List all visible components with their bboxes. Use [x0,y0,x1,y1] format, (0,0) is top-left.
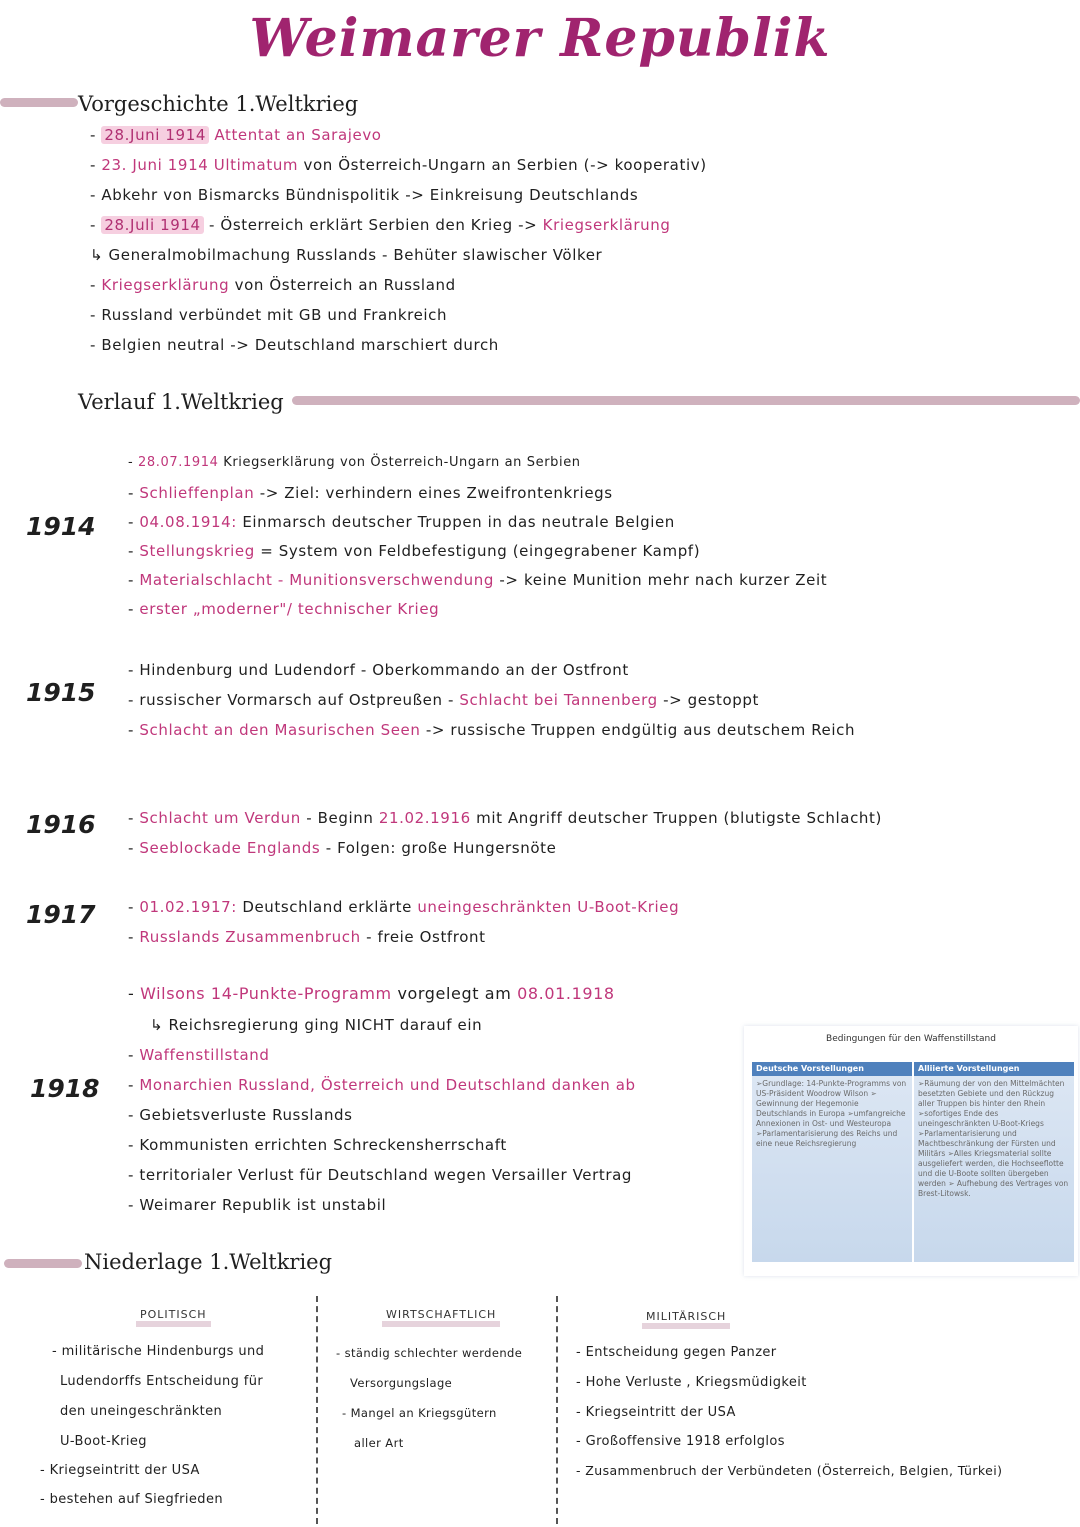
list-item: - Abkehr von Bismarcks Bündnispolitik -> Einkreisung Deutschlands [90,186,639,204]
year-label: 1915 [26,678,96,707]
page-title: Weimarer Republik [249,8,831,69]
list-item: - Monarchien Russland, Österreich und Deutschland danken ab [128,1076,636,1094]
list-item: - Zusammenbruch der Verbündeten (Österreich, Belgien, Türkei) [576,1463,1003,1478]
list-item: - territorialer Verlust für Deutschland wegen Versailler Vertrag [128,1166,633,1184]
list-item: - 23. Juni 1914 Ultimatum von Österreich-Ungarn an Serbien (-> kooperativ) [90,156,707,174]
list-item: - erster „moderner"/ technischer Krieg [128,600,440,618]
section-bar [292,396,1080,405]
list-item: - Hohe Verluste , Kriegsmüdigkeit [576,1375,807,1390]
column-heading-militaerisch: MILITÄRISCH [642,1310,730,1323]
list-item: - Russlands Zusammenbruch - freie Ostfront [128,928,486,946]
list-item: - Stellungskrieg = System von Feldbefestigung (eingegrabener Kampf) [128,542,701,560]
list-item: - Seeblockade Englands - Folgen: große Hungersnöte [128,839,557,857]
list-item: Ludendorffs Entscheidung für [60,1374,264,1389]
list-item: - Belgien neutral -> Deutschland marschiert durch [90,336,499,354]
list-item: - 28.Juli 1914 - Österreich erklärt Serbien den Krieg -> Kriegserklärung [90,216,671,234]
list-item: ↳ Reichsregierung ging NICHT darauf ein [150,1016,483,1034]
year-label: 1917 [26,900,96,929]
list-item: - Kriegseintritt der USA [576,1405,736,1420]
list-item: aller Art [354,1436,404,1450]
list-item: - Weimarer Republik ist unstabil [128,1196,387,1214]
list-item: - Kriegseintritt der USA [40,1463,200,1478]
list-item: den uneingeschränkten [60,1404,223,1419]
column-heading-wirtschaftlich: WIRTSCHAFTLICH [382,1308,500,1321]
section-bar [4,1259,82,1268]
german-column [752,1062,912,1262]
list-item: - militärische Hindenburgs und [52,1344,265,1359]
list-item: - Entscheidung gegen Panzer [576,1345,777,1360]
list-item: - 04.08.1914: Einmarsch deutscher Truppen in das neutrale Belgien [128,513,675,531]
section-heading-verlauf: Verlauf 1.Weltkrieg [78,390,284,414]
list-item: - Mangel an Kriegsgütern [342,1406,497,1420]
list-item: - Schlacht um Verdun - Beginn 21.02.1916 mit Angriff deutscher Truppen (blutigste Schlacht) [128,809,882,827]
list-item: - Russland verbündet mit GB und Frankreich [90,306,448,324]
year-label: 1914 [26,512,96,541]
armistice-title: Bedingungen für den Waffenstillstand [826,1034,996,1044]
german-column-header: Deutsche Vorstellungen [752,1062,912,1076]
year-label: 1918 [30,1074,100,1103]
column-divider [316,1296,318,1524]
list-item: Versorgungslage [350,1376,453,1390]
list-item: - Gebietsverluste Russlands [128,1106,353,1124]
section-heading-niederlage: Niederlage 1.Weltkrieg [84,1250,333,1274]
section-heading-vorgeschichte: Vorgeschichte 1.Weltkrieg [78,92,359,116]
armistice-conditions-table [744,1026,1078,1276]
list-item: - Schlacht an den Masurischen Seen -> russische Truppen endgültig aus deutschem Reich [128,721,856,739]
list-item: - Großoffensive 1918 erfolglos [576,1434,785,1449]
german-column-text: ➢Grundlage: 14-Punkte-Programms von US-Präsident Woodrow Wilson ➢ Gewinnung der Hegemonie Deutschlands in Europa ➢umfangreiche Annexionen in Ost- und Westeuropa ➢Parlamentarisierung des Reichs und eine neue Reichsregierung [756,1079,907,1148]
list-item: - Wilsons 14-Punkte-Programm vorgelegt am 08.01.1918 [128,984,615,1003]
list-item: - Hindenburg und Ludendorf - Oberkommando an der Ostfront [128,661,629,679]
list-item: - ständig schlechter werdende [336,1346,523,1360]
list-item: - 28.07.1914 Kriegserklärung von Österreich-Ungarn an Serbien [128,455,581,470]
column-heading-politisch: POLITISCH [136,1308,211,1321]
list-item: - Kriegserklärung von Österreich an Russland [90,276,456,294]
allied-column-header: Alliierte Vorstellungen [914,1062,1074,1076]
column-divider [556,1296,558,1524]
allied-column-text: ➢Räumung der von den Mittelmächten besetzten Gebiete und den Rückzug aller Truppen bis hinter den Rhein ➢sofortiges Ende des uneingeschränkten U-Boot-Kriegs ➢Parlamentarisierung und Machtbeschränkung der Fürsten und Militärs ➢Alles Kriegsmaterial sollte ausgeliefert werden, die Hochseeflotte und die U-Boote sollten übergeben werden ➢ Aufhebung des Vertrages von Brest-Litowsk. [918,1079,1069,1198]
list-item: - Kommunisten errichten Schreckensherrschaft [128,1136,507,1154]
list-item: ↳ Generalmobilmachung Russlands - Behüter slawischer Völker [90,246,603,264]
allied-column [914,1062,1074,1262]
section-bar [0,98,78,107]
list-item: - Schlieffenplan -> Ziel: verhindern eines Zweifrontenkriegs [128,484,613,502]
list-item: - 28.Juni 1914 Attentat an Sarajevo [90,126,382,144]
list-item: - bestehen auf Siegfrieden [40,1492,223,1507]
list-item: - russischer Vormarsch auf Ostpreußen - Schlacht bei Tannenberg -> gestoppt [128,691,759,709]
year-label: 1916 [26,810,96,839]
list-item: - Materialschlacht - Munitionsverschwendung -> keine Munition mehr nach kurzer Zeit [128,571,828,589]
list-item: - Waffenstillstand [128,1046,270,1064]
list-item: - 01.02.1917: Deutschland erklärte uneingeschränkten U-Boot-Krieg [128,898,680,916]
list-item: U-Boot-Krieg [60,1434,147,1449]
